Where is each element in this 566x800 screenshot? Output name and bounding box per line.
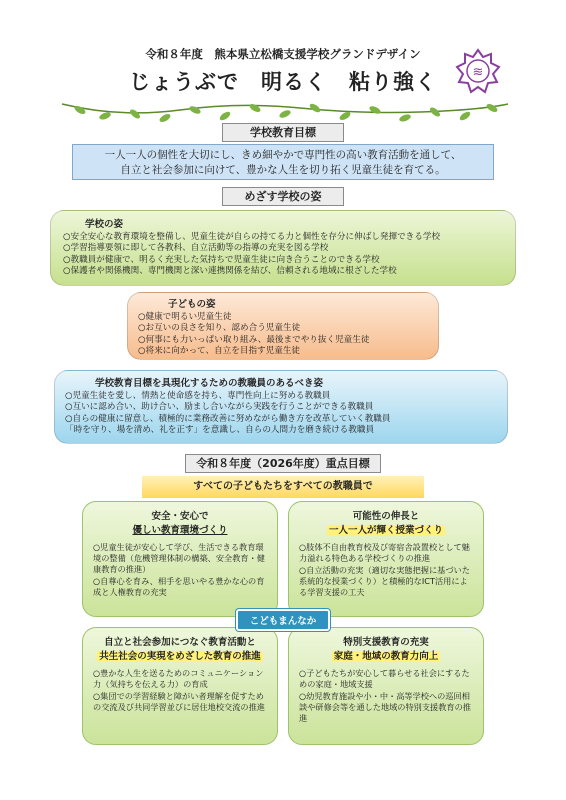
page-subtitle: 令和８年度 熊本県立松橋支援学校グランドデザイン [145, 47, 421, 61]
school-emblem-icon [455, 48, 501, 94]
staff-vision-item: ○自らの健康に留意し、積極的に業務改善に努めながら働き方を改革していく教職員 [65, 413, 391, 424]
vine-decoration-icon [60, 96, 510, 126]
quadrant-item: ○自立活動の充実（適切な実態把握に基づいた系統的な授業づくり）と積極的なICT活用による学習支援の工夫 [299, 565, 470, 597]
focus-quadrant-safety [82, 501, 278, 617]
focus-goals-label: 令和８年度（2026年度）重点目標 [185, 454, 381, 473]
school-vision-item: ○安全安心な教育環境を整備し、児童生徒が自らの持てる力と個性を存分に伸ばし発揮できる学校 [63, 232, 441, 242]
staff-vision-title: 学校教育目標を具現化するための教職員のあるべき姿 [95, 378, 324, 389]
quadrant-title: 特別支援教育の充実 [343, 637, 429, 648]
quadrant-title: 可能性の伸長と [352, 511, 420, 522]
focus-banner: すべての子どもたちをすべての教職員で [142, 476, 424, 498]
staff-vision-box [54, 370, 508, 444]
quadrant-subtitle: 優しい教育環境づくり [132, 525, 228, 536]
school-goal-box [72, 144, 494, 180]
quadrant-item: ○幼児教育施設や小・中・高等学校への巡回相談や研修会等を通した地域の特別支援教育の推進 [299, 691, 471, 723]
focus-quadrant-lessons [288, 501, 484, 617]
staff-vision-item: 「時を守り、場を清め、礼を正す」を意識し、自らの人間力を磨き続ける教職員 [65, 425, 375, 436]
page-title: じょうぶで 明るく 粘り強く [129, 70, 437, 94]
child-vision-item: ○健康で明るい児童生徒 [138, 312, 232, 322]
staff-vision-item: ○互いに認め合い、助け合い、励まし合いながら実践を行うことができる教職員 [65, 402, 374, 413]
child-vision-title: 子どもの姿 [168, 299, 216, 310]
quadrant-item: ○子どもたちが安心して暮らせる社会にするための家庭・地域支援 [299, 668, 470, 689]
school-vision-item: ○保護者や関係機関、専門機関と深い連携関係を結び、信頼される地域に根ざした学校 [63, 266, 397, 277]
child-vision-item: ○何事にも力いっぱい取り組み、最後までやり抜く児童生徒 [138, 334, 370, 345]
school-goal-label: 学校教育目標 [222, 123, 344, 142]
child-vision-box [127, 292, 439, 360]
child-vision-item: ○将来に向かって、自立を目指す児童生徒 [138, 346, 301, 357]
staff-vision-item: ○児童生徒を愛し、情熱と使命感を持ち、専門性向上に努める教職員 [65, 391, 331, 401]
focus-quadrant-special-support [288, 627, 484, 745]
school-vision-item: ○学習指導要領に即して各教科、自立活動等の指導の充実を図る学校 [63, 243, 329, 254]
svg-text:≋: ≋ [472, 65, 484, 80]
quadrant-subtitle: 共生社会の実現をめざした教育の推進 [99, 651, 261, 662]
quadrant-item: ○自尊心を育み、相手を思いやる豊かな心の育成と人権教育の充実 [93, 576, 265, 597]
school-vision-title: 学校の姿 [85, 219, 124, 230]
quadrant-item: ○肢体不自由教育校及び寄宿舎設置校として魅力溢れる特色ある学校づくりの推進 [299, 542, 470, 563]
quadrant-title: 安全・安心で [151, 511, 209, 522]
goal-line-2: 自立と社会参加に向けて、豊かな人生を切り拓く児童生徒を育てる。 [120, 164, 446, 176]
focus-quadrant-inclusion [82, 627, 278, 745]
center-badge: こどもまんなか [236, 609, 330, 631]
quadrant-item: ○児童生徒が安心して学び、生活できる教育環境の整備（危機管理体制の構築、安全教育・健康教育の推進） [93, 542, 265, 574]
child-vision-item: ○お互いの良さを知り、認め合う児童生徒 [138, 323, 301, 334]
goal-line-1: 一人一人の個性を大切にし、きめ細やかで専門性の高い教育活動を通して、 [104, 149, 462, 161]
quadrant-subtitle: 一人一人が輝く授業づくり [328, 525, 443, 536]
aims-label: めざす学校の姿 [222, 187, 344, 206]
quadrant-item: ○集団での学習経験と障がい者理解を促すための交流及び共同学習並びに居住地校交流の推進 [93, 691, 265, 712]
quadrant-title: 自立と社会参加につなぐ教育活動と [104, 637, 256, 648]
school-vision-item: ○教職員が健康で、明るく充実した気持ちで児童生徒に向き合うことのできる学校 [63, 254, 380, 265]
school-vision-box [50, 210, 516, 286]
quadrant-item: ○豊かな人生を送るためのコミュニケーション力（気持ちを伝える力）の育成 [93, 668, 264, 689]
quadrant-subtitle: 家庭・地域の教育力向上 [333, 651, 439, 662]
